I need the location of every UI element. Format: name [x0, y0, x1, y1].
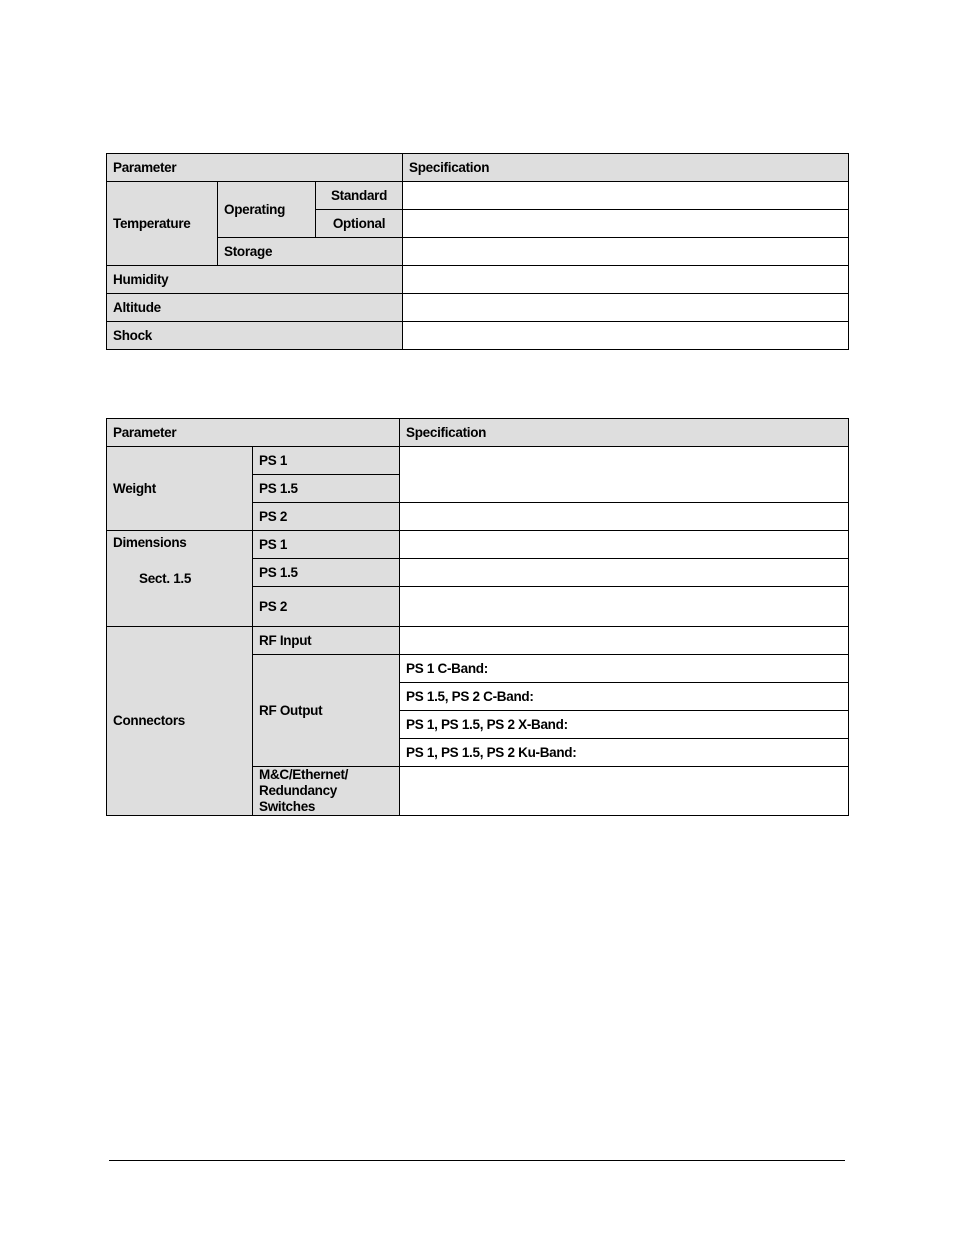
dimensions-ps1-spec-cell — [400, 531, 849, 559]
rf-output-spec-c-band-ps1: PS 1 C-Band: — [400, 655, 849, 683]
table-row — [107, 238, 849, 266]
rf-output-spec-ku-band: PS 1, PS 1.5, PS 2 Ku-Band: — [400, 739, 849, 767]
mc-ethernet-spec-cell — [400, 767, 849, 816]
dimensions-section-ref: Sect. 1.5 — [139, 571, 192, 586]
standard-spec-cell — [403, 182, 849, 210]
dimensions-label: Dimensions — [113, 535, 187, 550]
weight-ps2-spec-cell — [400, 503, 849, 531]
temperature-label: Temperature — [107, 182, 218, 266]
optional-label: Optional — [316, 210, 403, 238]
environmental-spec-table — [106, 153, 849, 350]
weight-ps15-label: PS 1.5 — [253, 475, 400, 503]
shock-spec-cell — [403, 322, 849, 350]
weight-ps1-ps15-spec-cell — [400, 447, 849, 503]
rf-output-spec-x-band: PS 1, PS 1.5, PS 2 X-Band: — [400, 711, 849, 739]
operating-label: Operating — [218, 182, 316, 238]
humidity-label: Humidity — [107, 266, 403, 294]
shock-label: Shock — [107, 322, 403, 350]
rf-input-spec-cell — [400, 627, 849, 655]
mc-ethernet-label-cell — [253, 767, 400, 816]
table-header-row — [107, 419, 849, 447]
storage-spec-cell — [403, 238, 849, 266]
weight-label: Weight — [107, 447, 253, 531]
storage-label: Storage — [218, 238, 403, 266]
dimensions-label-cell — [107, 531, 253, 627]
standard-label: Standard — [316, 182, 403, 210]
weight-ps1-label: PS 1 — [253, 447, 400, 475]
physical-spec-table — [106, 418, 849, 816]
rf-output-spec-c-band-ps15-ps2: PS 1.5, PS 2 C-Band: — [400, 683, 849, 711]
table-row — [107, 266, 849, 294]
humidity-spec-cell — [403, 266, 849, 294]
rf-input-label: RF Input — [253, 627, 400, 655]
dimensions-ps15-label: PS 1.5 — [253, 559, 400, 587]
altitude-spec-cell — [403, 294, 849, 322]
parameter-header: Parameter — [107, 154, 403, 182]
table-header-row — [107, 154, 849, 182]
table-row — [107, 182, 849, 210]
dimensions-ps2-label: PS 2 — [253, 587, 400, 627]
table-row — [107, 447, 849, 475]
redundancy-switches-label: Redundancy Switches — [259, 783, 338, 814]
table-row — [107, 531, 849, 559]
connectors-label: Connectors — [107, 627, 253, 816]
table-row — [107, 294, 849, 322]
weight-ps2-label: PS 2 — [253, 503, 400, 531]
dimensions-ps15-spec-cell — [400, 559, 849, 587]
altitude-label: Altitude — [107, 294, 403, 322]
specification-header: Specification — [403, 154, 849, 182]
dimensions-ps1-label: PS 1 — [253, 531, 400, 559]
footer-rule — [109, 1160, 845, 1161]
table-row — [107, 627, 849, 655]
optional-spec-cell — [403, 210, 849, 238]
mc-ethernet-label: M&C/Ethernet/ — [259, 767, 349, 782]
table-row — [107, 322, 849, 350]
parameter-header: Parameter — [107, 419, 400, 447]
specification-header: Specification — [400, 419, 849, 447]
rf-output-label: RF Output — [253, 655, 400, 767]
dimensions-ps2-spec-cell — [400, 587, 849, 627]
